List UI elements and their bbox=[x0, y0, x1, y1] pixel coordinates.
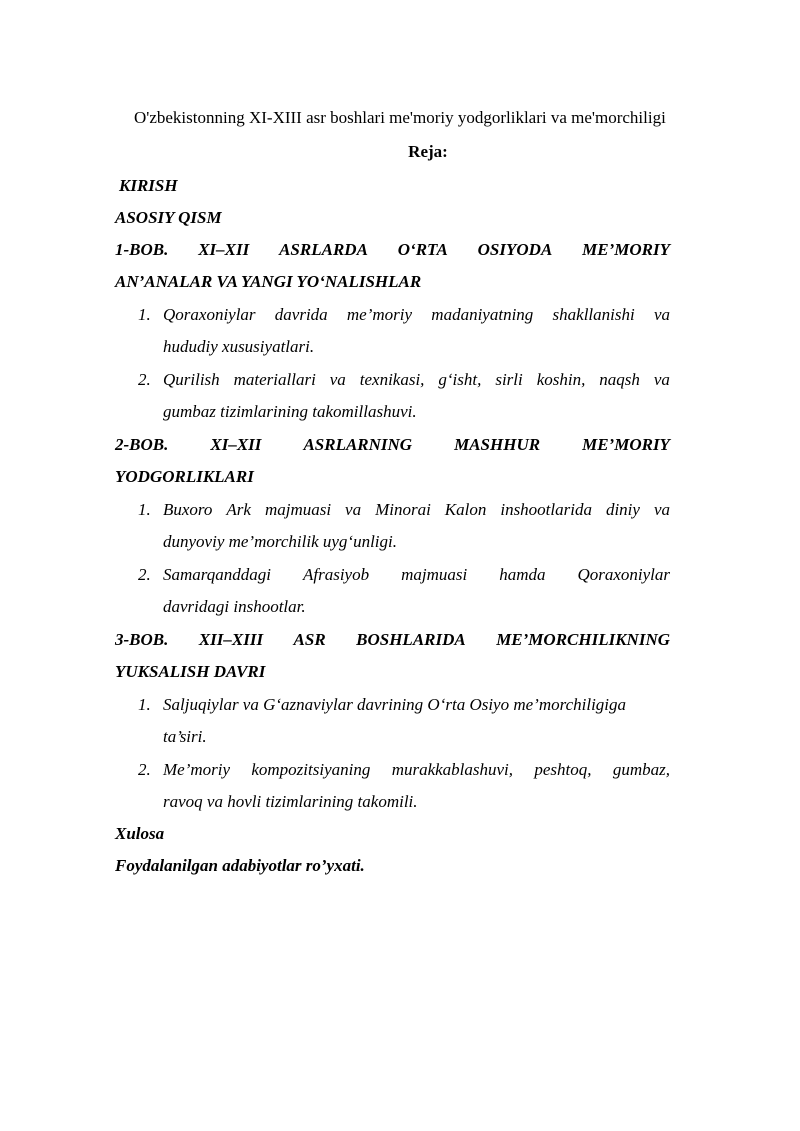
chapter1-heading-line2: AN’ANALAR VA YANGI YO‘NALISHLAR bbox=[115, 272, 422, 291]
word: MASHHUR bbox=[454, 435, 541, 454]
word: murakkablashuvi, bbox=[391, 760, 514, 779]
word: Samarqanddagi bbox=[163, 565, 271, 584]
word: Kalon bbox=[444, 500, 487, 519]
word: madaniyatning bbox=[431, 305, 534, 324]
word: g‘isht, bbox=[438, 370, 482, 389]
word: ME’MORIY bbox=[582, 240, 670, 259]
list-number: 1. bbox=[138, 305, 151, 324]
word: naqsh bbox=[599, 370, 640, 389]
word: Afrasiyob bbox=[302, 565, 370, 584]
word: koshin, bbox=[536, 370, 586, 389]
intro-heading: KIRISH bbox=[119, 176, 178, 195]
word: BOSHLARIDA bbox=[356, 630, 466, 649]
word: 2-BOB. bbox=[115, 435, 169, 454]
list-number: 2. bbox=[138, 760, 151, 779]
word: materiallari bbox=[233, 370, 316, 389]
chapter3-item2-line1 bbox=[163, 760, 670, 780]
chapter2-heading-line1 bbox=[115, 435, 670, 455]
list-number: 1. bbox=[138, 695, 151, 714]
word: Minorai bbox=[375, 500, 431, 519]
chapter2-item2-line2: davridagi inshootlar. bbox=[163, 597, 306, 616]
word: davrida bbox=[274, 305, 328, 324]
word: OSIYODA bbox=[477, 240, 553, 259]
chapter1-item1-line2: hududiy xususiyatlari. bbox=[163, 337, 315, 356]
word: XII–XIII bbox=[198, 630, 264, 649]
word: hamda bbox=[499, 565, 546, 584]
word: ME’MORCHILIKNING bbox=[496, 630, 670, 649]
word: Ark bbox=[226, 500, 251, 519]
word: diniy bbox=[605, 500, 640, 519]
chapter1-item2-line2: gumbaz tizimlarining takomillashuvi. bbox=[163, 402, 417, 421]
word: va bbox=[345, 500, 362, 519]
word: majmuasi bbox=[264, 500, 332, 519]
chapter1-heading-line1 bbox=[115, 240, 670, 260]
list-number: 2. bbox=[138, 565, 151, 584]
word: texnikasi, bbox=[359, 370, 425, 389]
word: va bbox=[653, 305, 670, 324]
word: sirli bbox=[495, 370, 523, 389]
document-title: O'zbekistonning XI-XIII asr boshlari me'moriy yodgorliklari va me'morchiligi bbox=[134, 108, 666, 127]
chapter2-item1-line1 bbox=[163, 500, 670, 520]
chapter3-heading-line1 bbox=[115, 630, 670, 650]
word: XI–XII bbox=[210, 435, 262, 454]
chapter1-item1-line1 bbox=[163, 305, 670, 325]
word: O‘RTA bbox=[397, 240, 448, 259]
word: ME’MORIY bbox=[582, 435, 670, 454]
chapter2-item1-line2: dunyoviy me’morchilik uyg‘unligi. bbox=[163, 532, 397, 551]
word: inshootlarida bbox=[500, 500, 592, 519]
word: me’moriy bbox=[346, 305, 413, 324]
conclusion-heading: Xulosa bbox=[115, 824, 165, 843]
chapter3-item2-line2: ravoq va hovli tizimlarining takomili. bbox=[163, 792, 418, 811]
chapter2-item2-line1 bbox=[163, 565, 670, 585]
word: 1-BOB. bbox=[115, 240, 169, 259]
chapter1-item2-line1 bbox=[163, 370, 670, 390]
chapter3-item1-line2: ta’siri. bbox=[163, 727, 207, 746]
word: kompozitsiyaning bbox=[251, 760, 371, 779]
list-number: 2. bbox=[138, 370, 151, 389]
chapter2-heading-line2: YODGORLIKLARI bbox=[115, 467, 254, 486]
word: Me’moriy bbox=[163, 760, 231, 779]
word: ASRLARDA bbox=[279, 240, 368, 259]
word: majmuasi bbox=[401, 565, 468, 584]
word: XI–XII bbox=[198, 240, 250, 259]
word: Qoraxoniylar bbox=[163, 305, 256, 324]
plan-heading: Reja: bbox=[408, 142, 448, 161]
chapter3-heading-line2: YUKSALISH DAVRI bbox=[115, 662, 266, 681]
word: shakllanishi bbox=[552, 305, 635, 324]
word: va bbox=[329, 370, 346, 389]
word: Qurilish bbox=[163, 370, 220, 389]
word: ASRLARNING bbox=[303, 435, 413, 454]
word: 3-BOB. bbox=[115, 630, 169, 649]
word: va bbox=[653, 370, 670, 389]
word: va bbox=[653, 500, 670, 519]
word: gumbaz, bbox=[612, 760, 670, 779]
word: ASR bbox=[293, 630, 326, 649]
list-number: 1. bbox=[138, 500, 151, 519]
word: Qoraxoniylar bbox=[577, 565, 670, 584]
references-heading: Foydalanilgan adabiyotlar ro’yxati. bbox=[115, 856, 365, 875]
main-part-heading: ASOSIY QISM bbox=[115, 208, 222, 227]
word: peshtoq, bbox=[534, 760, 592, 779]
chapter3-item1-line1: Saljuqiylar va G‘aznaviylar davrining O‘rta Osiyo me’morchiligiga bbox=[163, 695, 627, 714]
word: Buxoro bbox=[163, 500, 213, 519]
